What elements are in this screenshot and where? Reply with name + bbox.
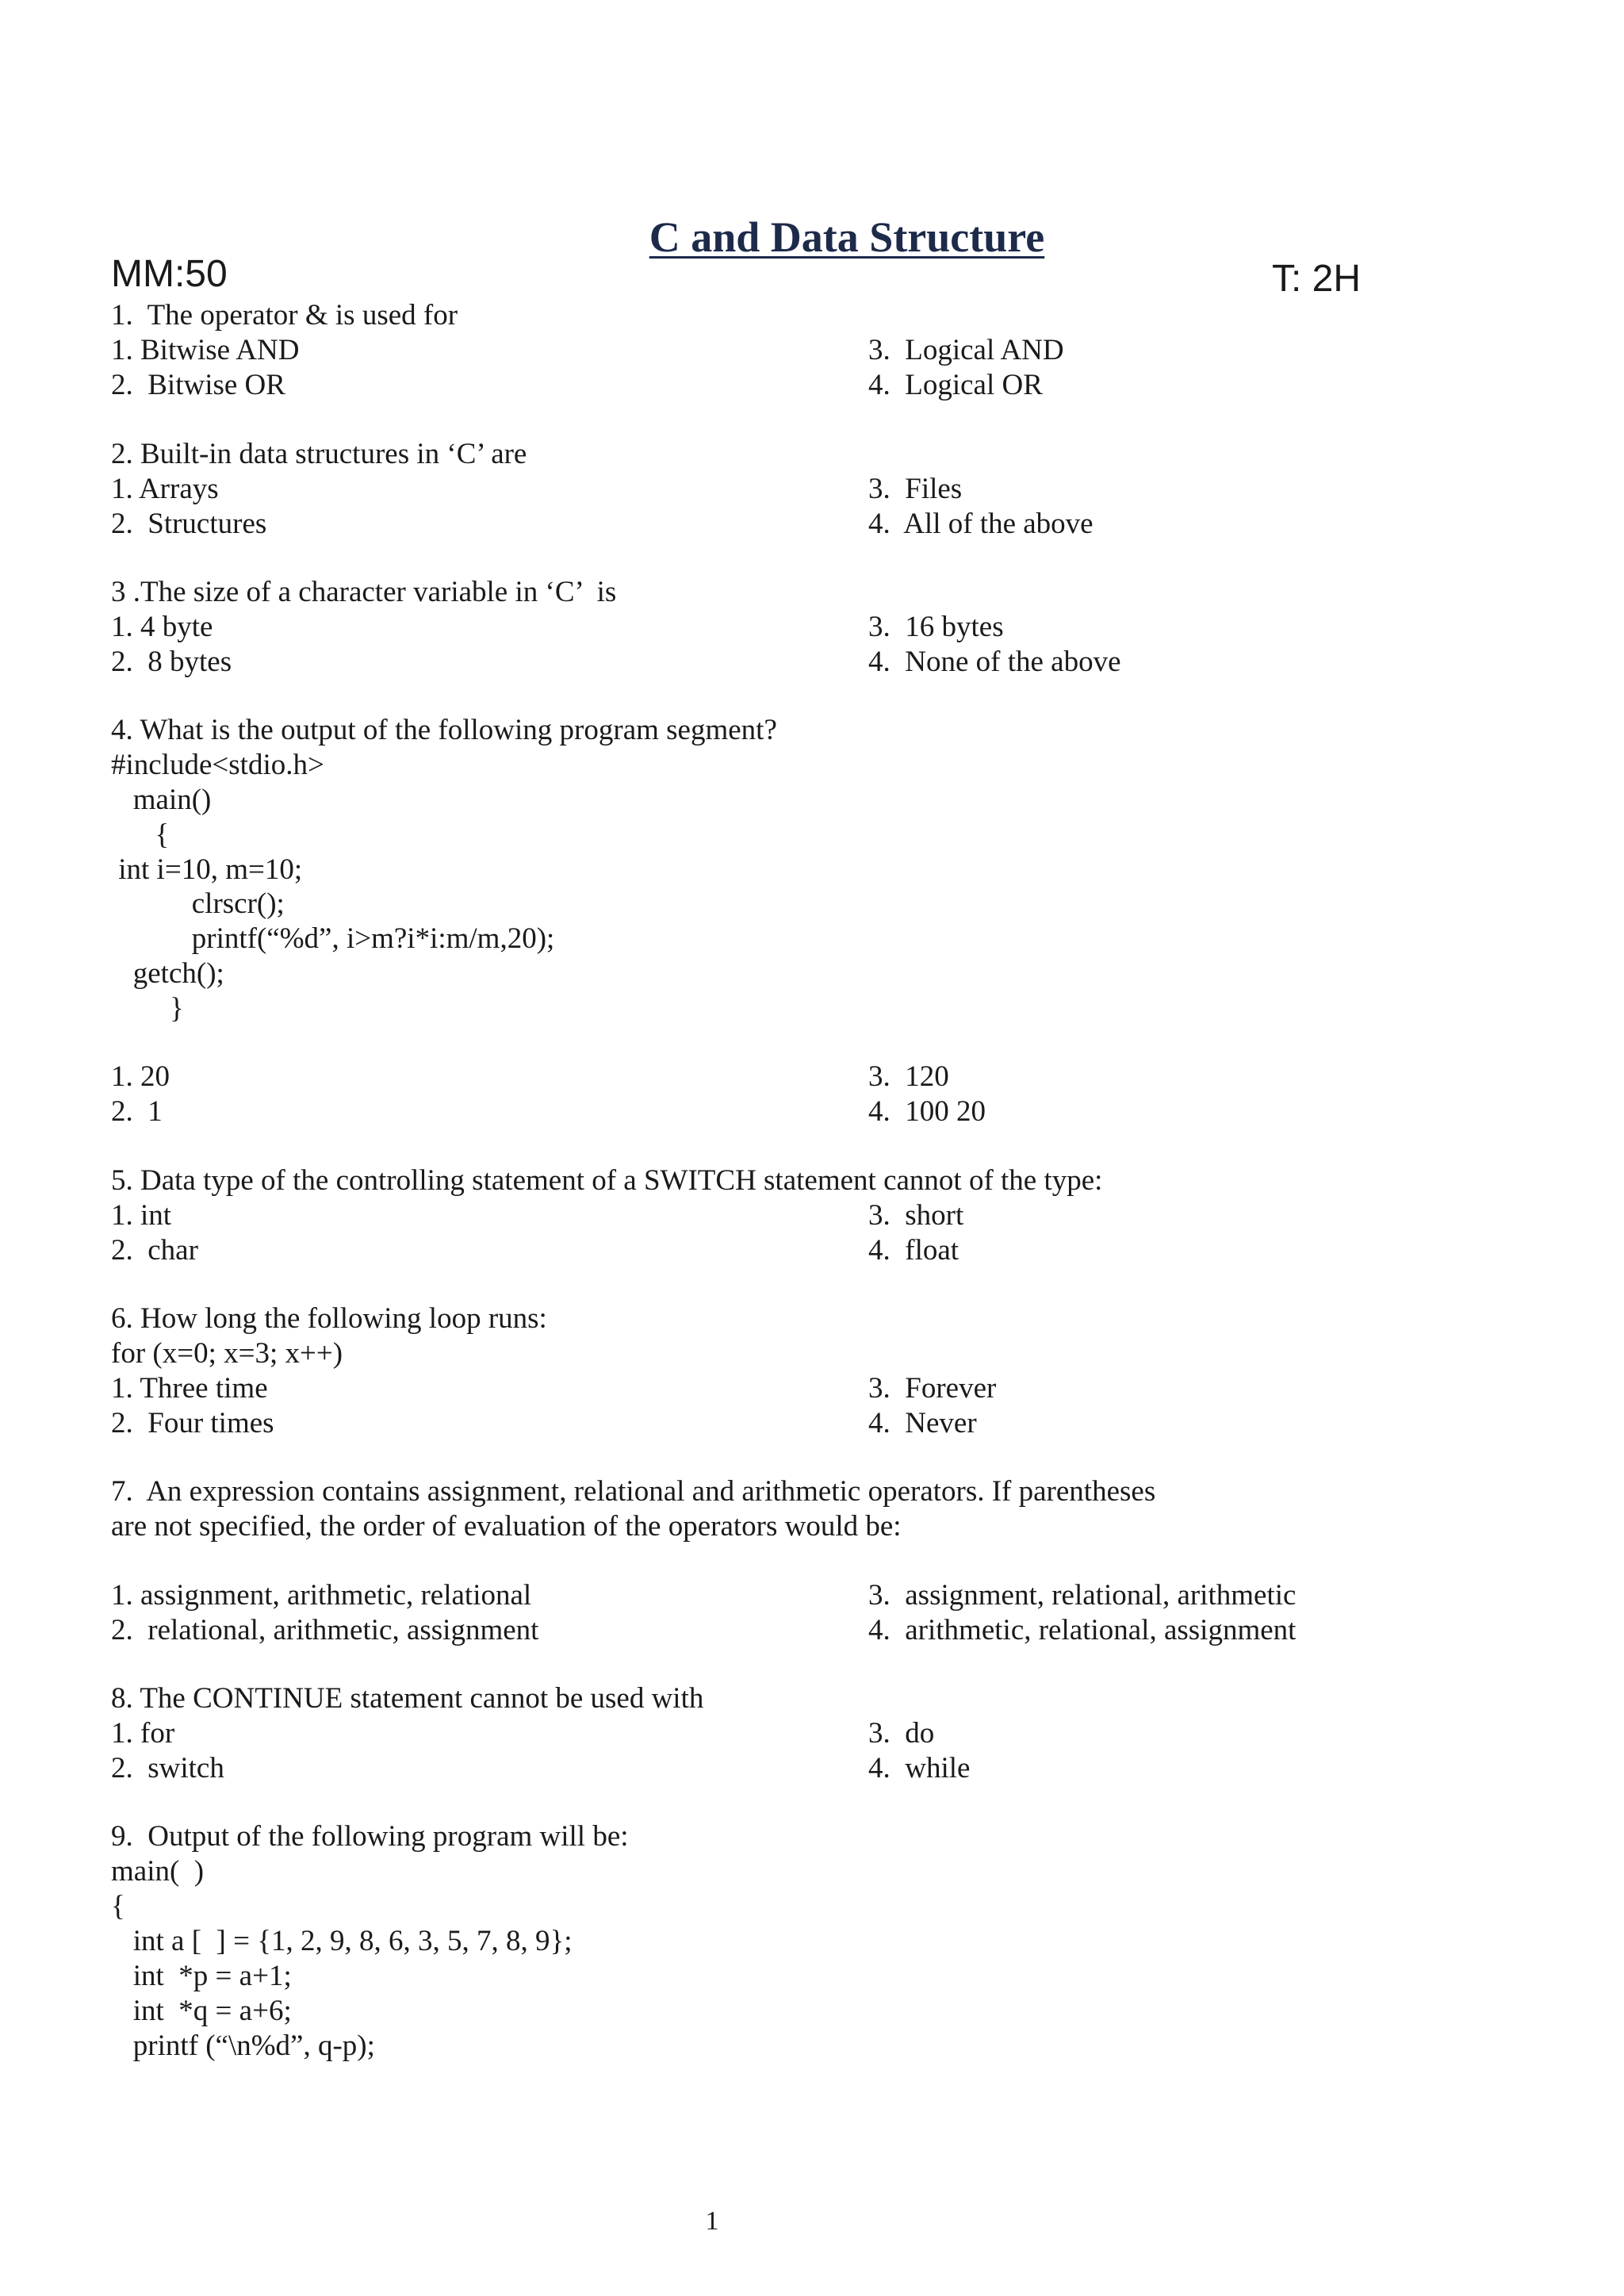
question-7-stem: 7. An expression contains assignment, relational and arithmetic operators. If parentheses (111, 1475, 1156, 1508)
max-marks: MM:50 (111, 253, 228, 295)
question-7-option-4: 4. arithmetic, relational, assignment (868, 1614, 1297, 1646)
question-4-code-line: } (111, 992, 184, 1025)
question-2-option-3: 3. Files (868, 473, 963, 505)
question-8-stem: 8. The CONTINUE statement cannot be used with (111, 1682, 704, 1715)
question-3-option-2: 2. 8 bytes (111, 646, 232, 678)
question-7-stem: are not specified, the order of evaluation of the operators would be: (111, 1510, 902, 1543)
question-9-stem: 9. Output of the following program will be: (111, 1820, 629, 1853)
question-5-option-1: 1. int (111, 1199, 172, 1232)
question-5-stem: 5. Data type of the controlling statement of a SWITCH statement cannot of the type: (111, 1164, 1103, 1197)
question-2-stem: 2. Built-in data structures in ‘C’ are (111, 438, 527, 470)
question-9-code-line: printf (“\n%d”, q-p); (111, 2030, 375, 2062)
question-4-stem: 4. What is the output of the following program segment? (111, 714, 777, 746)
question-8-option-2: 2. switch (111, 1752, 224, 1784)
question-4-code-line: #include<stdio.h> (111, 749, 324, 781)
question-9-code-line: { (111, 1890, 125, 1922)
question-5-option-2: 2. char (111, 1234, 198, 1267)
question-9-code-line: main( ) (111, 1855, 205, 1888)
question-5-option-4: 4. float (868, 1234, 959, 1267)
question-3-option-4: 4. None of the above (868, 646, 1121, 678)
question-4-option-3: 3. 120 (868, 1060, 949, 1093)
question-5-option-3: 3. short (868, 1199, 964, 1232)
question-6-option-3: 3. Forever (868, 1372, 997, 1405)
question-6-stem: 6. How long the following loop runs: (111, 1302, 547, 1335)
question-4-code-line: { (111, 818, 170, 851)
question-4-code-line: getch(); (111, 957, 224, 990)
question-6-option-4: 4. Never (868, 1407, 977, 1439)
question-1-option-2: 2. Bitwise OR (111, 369, 285, 401)
question-4-code-line: printf(“%d”, i>m?i*i:m/m,20); (111, 922, 555, 955)
question-4-code-line: int i=10, m=10; (111, 853, 303, 886)
question-9-code-line: int a [ ] = {1, 2, 9, 8, 6, 3, 5, 7, 8, 9}; (111, 1925, 573, 1957)
page-number: 1 (705, 2206, 719, 2236)
question-8-option-3: 3. do (868, 1717, 935, 1750)
question-4-option-2: 2. 1 (111, 1095, 163, 1128)
question-4-option-4: 4. 100 20 (868, 1095, 986, 1128)
question-1-option-4: 4. Logical OR (868, 369, 1043, 401)
question-6-code: for (x=0; x=3; x++) (111, 1337, 343, 1370)
question-3-option-1: 1. 4 byte (111, 611, 213, 643)
question-4-option-1: 1. 20 (111, 1060, 170, 1093)
question-3-option-3: 3. 16 bytes (868, 611, 1004, 643)
question-2-option-2: 2. Structures (111, 508, 267, 540)
question-1-stem: 1. The operator & is used for (111, 299, 458, 332)
question-7-option-1: 1. assignment, arithmetic, relational (111, 1579, 532, 1612)
question-7-option-3: 3. assignment, relational, arithmetic (868, 1579, 1297, 1612)
question-7-option-2: 2. relational, arithmetic, assignment (111, 1614, 539, 1646)
question-2-option-1: 1. Arrays (111, 473, 219, 505)
question-6-option-2: 2. Four times (111, 1407, 274, 1439)
question-9-code-line: int *q = a+6; (111, 1995, 292, 2027)
question-2-option-4: 4. All of the above (868, 508, 1094, 540)
time-allowed: T: 2H (1272, 258, 1362, 300)
page-title: C and Data Structure (649, 213, 1045, 261)
question-3-stem: 3 .The size of a character variable in ‘C’ is (111, 576, 617, 608)
question-6-option-1: 1. Three time (111, 1372, 268, 1405)
question-1-option-1: 1. Bitwise AND (111, 334, 300, 366)
question-4-code-line: clrscr(); (111, 887, 285, 920)
question-8-option-4: 4. while (868, 1752, 971, 1784)
question-1-option-3: 3. Logical AND (868, 334, 1064, 366)
question-9-code-line: int *p = a+1; (111, 1960, 292, 1992)
question-8-option-1: 1. for (111, 1717, 175, 1750)
question-4-code-line: main() (111, 784, 212, 816)
